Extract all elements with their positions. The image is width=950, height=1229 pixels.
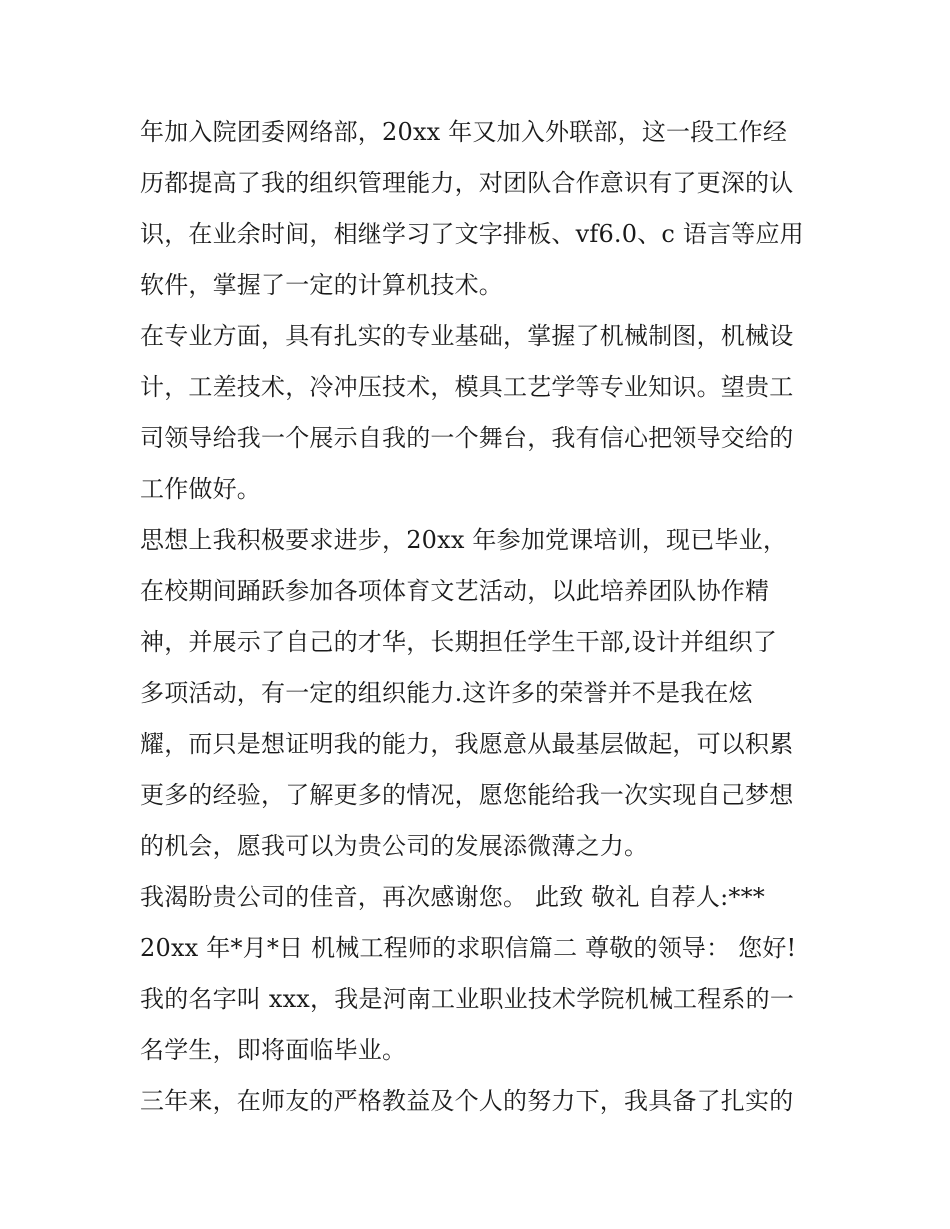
text-line: 工作做好。 — [140, 475, 261, 503]
text-line: 年加入院团委网络部，20xx 年又加入外联部，这一段工作经 — [140, 118, 788, 146]
text-line: 思想上我积极要求进步，20xx 年参加党课培训，现已毕业， — [140, 526, 788, 554]
text-line: 三年来，在师友的严格教益及个人的努力下，我具备了扎实的 — [140, 1087, 794, 1115]
text-line: 耀，而只是想证明我的能力，我愿意从最基层做起，可以积累 — [140, 730, 794, 758]
text-line: 神，并展示了自己的才华，长期担任学生干部,设计并组织了 — [140, 628, 778, 656]
text-line: 计，工差技术，冷冲压技术，模具工艺学等专业知识。望贵工 — [140, 373, 794, 401]
document-body — [140, 107, 830, 1127]
text-line: 多项活动，有一定的组织能力.这许多的荣誉并不是我在炫 — [140, 679, 753, 707]
text-line: 我渴盼贵公司的佳音，再次感谢您。 此致 敬礼 自荐人:*** — [140, 883, 765, 911]
text-line: 历都提高了我的组织管理能力，对团队合作意识有了更深的认 — [140, 169, 794, 197]
text-line: 名学生，即将面临毕业。 — [140, 1036, 407, 1064]
text-line: 20xx 年*月*日 机械工程师的求职信篇二 尊敬的领导： 您好! — [140, 934, 797, 962]
text-line: 的机会，愿我可以为贵公司的发展添微薄之力。 — [140, 832, 649, 860]
text-line: 更多的经验，了解更多的情况，愿您能给我一次实现自己梦想 — [140, 781, 794, 809]
text-line: 识，在业余时间，相继学习了文字排板、vf6.0、c 语言等应用 — [140, 220, 804, 248]
text-line: 在校期间踊跃参加各项体育文艺活动，以此培养团队协作精 — [140, 577, 770, 605]
text-line: 司领导给我一个展示自我的一个舞台，我有信心把领导交给的 — [140, 424, 794, 452]
text-line: 我的名字叫 xxx，我是河南工业职业技术学院机械工程系的一 — [140, 985, 795, 1013]
text-line: 在专业方面，具有扎实的专业基础，掌握了机械制图，机械设 — [140, 322, 794, 350]
text-line: 软件，掌握了一定的计算机技术。 — [140, 271, 503, 299]
